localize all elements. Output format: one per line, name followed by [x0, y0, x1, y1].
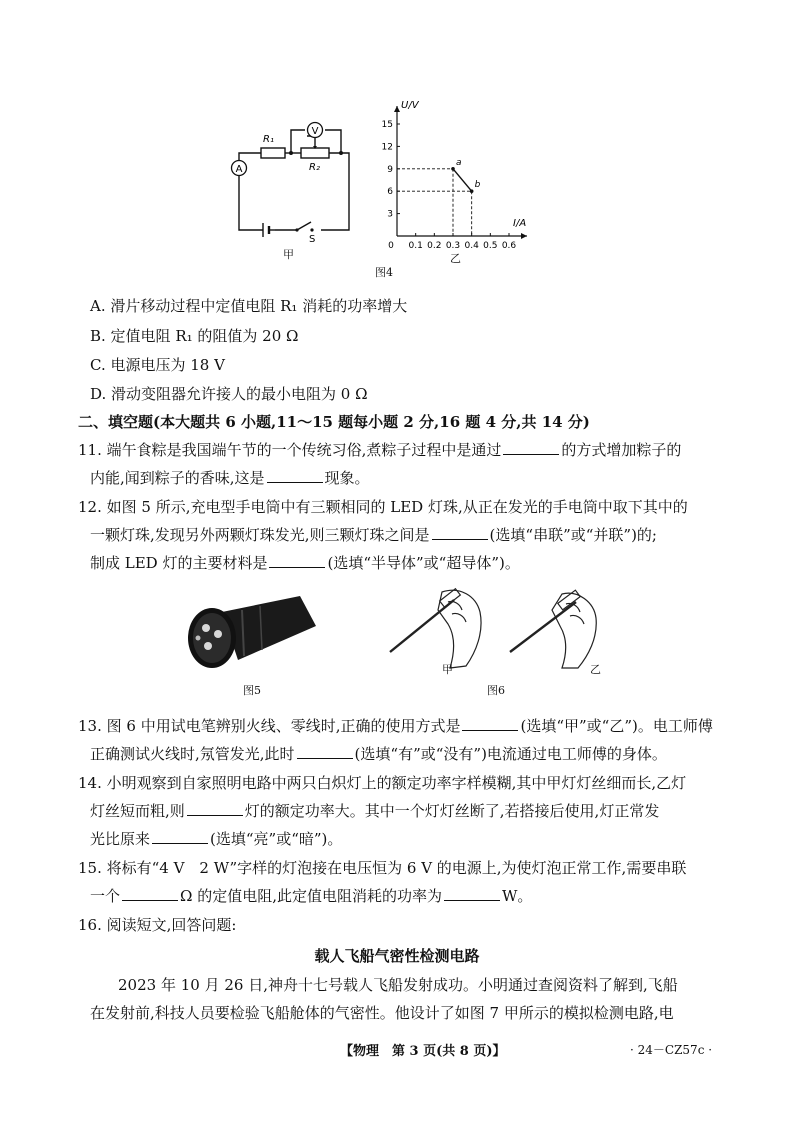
q10-option-c: C. 电源电压为 18 V — [90, 356, 225, 374]
answer-blank — [269, 553, 325, 568]
switch-label: S — [309, 234, 316, 245]
x-tick-label: 0.3 — [445, 241, 461, 251]
q13-text-2a: 正确测试火线时,氖管发光,此时 — [90, 745, 295, 763]
x-tick-label: 0.1 — [408, 241, 423, 251]
x-tick-label: 0 — [388, 241, 394, 251]
graph-caption: 乙 — [450, 252, 461, 265]
q16-line-1: 16. 阅读短文,回答问题: — [78, 916, 237, 934]
data-point — [470, 189, 474, 193]
q12-text-3a: 制成 LED 灯的主要材料是 — [90, 554, 268, 572]
q10-option-b: B. 定值电阻 R₁ 的阻值为 20 Ω — [90, 327, 299, 345]
answer-blank — [187, 801, 243, 816]
figure-6-left-label: 甲 — [442, 663, 453, 676]
q15-text-2a: 一个 — [90, 887, 121, 905]
y-axis-arrow — [394, 106, 400, 112]
passage-line-1: 2023 年 10 月 26 日,神舟十七号载人飞船发射成功。小明通过查阅资料了解到,飞船 — [118, 976, 678, 994]
q13-text-1a: 13. 图 6 中用试电笔辨别火线、零线时,正确的使用方式是 — [78, 717, 461, 735]
q13-text-2b: (选填“有”或“没有”)电流通过电工师傅的身体。 — [354, 745, 667, 763]
answer-blank — [152, 829, 208, 844]
q15-line-2 — [90, 886, 532, 906]
answer-blank — [503, 440, 559, 455]
x-tick-label: 0.5 — [483, 241, 498, 251]
q13-text-1b: (选填“甲”或“乙”)。电工师傅 — [520, 717, 713, 735]
q12-line-3 — [90, 553, 520, 573]
q14-line-2 — [90, 801, 659, 821]
answer-blank — [267, 468, 323, 483]
r2-label: R₂ — [309, 162, 320, 173]
q13-line-1 — [78, 716, 713, 736]
figure-6-test-pens — [380, 582, 620, 677]
q13-line-2 — [90, 744, 667, 764]
x-tick-label: 0.4 — [464, 241, 479, 251]
footer-page-info: 【物理 第 3 页(共 8 页)】 — [340, 1044, 506, 1059]
answer-blank — [122, 886, 178, 901]
figure-4 — [225, 100, 555, 280]
answer-blank — [297, 744, 353, 759]
y-tick-label: 15 — [381, 120, 393, 130]
circuit-diagram — [225, 120, 365, 245]
q14-text-2a: 灯丝短而粗,则 — [90, 802, 185, 820]
q14-text-2b: 灯的额定功率大。其中一个灯灯丝断了,若搭接后使用,灯正常发 — [244, 802, 660, 820]
ammeter-label: A — [235, 164, 243, 175]
x-axis-label: I/A — [513, 218, 527, 229]
q11-text-2b: 现象。 — [324, 469, 370, 487]
figure-5-flashlight — [182, 590, 322, 675]
point-label-a: a — [456, 157, 462, 168]
footer-code: · 24－CZ57c · — [630, 1043, 713, 1057]
q11-text-2a: 内能,闻到粽子的香味,这是 — [90, 469, 265, 487]
q12-line-1: 12. 如图 5 所示,充电型手电筒中有三颗相同的 LED 灯珠,从正在发光的手电筒中取下其中的 — [78, 498, 688, 516]
q10-option-d: D. 滑动变阻器允许接人的最小电阻为 0 Ω — [90, 385, 368, 403]
q11-text-1b: 的方式增加粽子的 — [561, 441, 682, 459]
x-axis-arrow — [521, 233, 527, 239]
ui-graph — [375, 100, 555, 255]
passage-line-2: 在发射前,科技人员要检验飞船舱体的气密性。他设计了如图 7 甲所示的模拟检测电路,电 — [90, 1004, 674, 1022]
circuit-caption: 甲 — [283, 248, 294, 261]
q14-line-3 — [90, 829, 342, 849]
q11-line-1 — [78, 440, 681, 460]
y-tick-label: 3 — [387, 209, 393, 220]
x-tick-label: 0.6 — [501, 241, 517, 251]
q15-text-2b: Ω 的定值电阻,此定值电阻消耗的功率为 — [180, 887, 442, 905]
q14-text-3a: 光比原来 — [90, 830, 151, 848]
figure-5-caption: 图5 — [243, 684, 261, 697]
q15-line-1: 15. 将标有“4 V 2 W”字样的灯泡接在电压恒为 6 V 的电源上,为使灯泡正常工作,需要串联 — [78, 859, 687, 877]
figure-6-caption: 图6 — [487, 684, 505, 697]
q12-text-3b: (选填“半导体”或“超导体”)。 — [327, 554, 520, 572]
y-tick-label: 6 — [387, 187, 393, 198]
q10-option-a: A. 滑片移动过程中定值电阻 R₁ 消耗的功率增大 — [90, 297, 408, 315]
figure-4-caption: 图4 — [375, 266, 393, 279]
data-point — [451, 167, 455, 171]
answer-blank — [462, 716, 518, 731]
section-2-header: 二、填空题(本大题共 6 小题,11～15 题每小题 2 分,16 题 4 分,共 14 分) — [78, 413, 590, 431]
voltmeter-label: V — [311, 126, 319, 137]
passage-title: 载人飞船气密性检测电路 — [314, 947, 480, 965]
x-tick-label: 0.2 — [427, 241, 442, 251]
q15-text-2c: W。 — [502, 887, 533, 905]
q12-text-2a: 一颗灯珠,发现另外两颗灯珠发光,则三颗灯珠之间是 — [90, 526, 430, 544]
q11-line-2 — [90, 468, 370, 488]
q12-line-2 — [90, 525, 657, 545]
y-tick-label: 9 — [387, 164, 393, 175]
y-axis-label: U/V — [401, 100, 419, 111]
figure-6-right-label: 乙 — [590, 663, 601, 676]
r1-label: R₁ — [263, 134, 274, 145]
answer-blank — [432, 525, 488, 540]
q12-text-2b: (选填“串联”或“并联”)的; — [489, 526, 657, 544]
answer-blank — [444, 886, 500, 901]
point-label-b: b — [474, 180, 481, 191]
q14-line-1: 14. 小明观察到自家照明电路中两只白炽灯上的额定功率字样模糊,其中甲灯灯丝细而长,乙灯 — [78, 774, 687, 792]
y-tick-label: 12 — [381, 142, 393, 153]
q14-text-3b: (选填“亮”或“暗”)。 — [210, 830, 343, 848]
q11-text-1a: 11. 端午食粽是我国端午节的一个传统习俗,煮粽子过程中是通过 — [78, 441, 502, 459]
data-line — [453, 169, 472, 191]
